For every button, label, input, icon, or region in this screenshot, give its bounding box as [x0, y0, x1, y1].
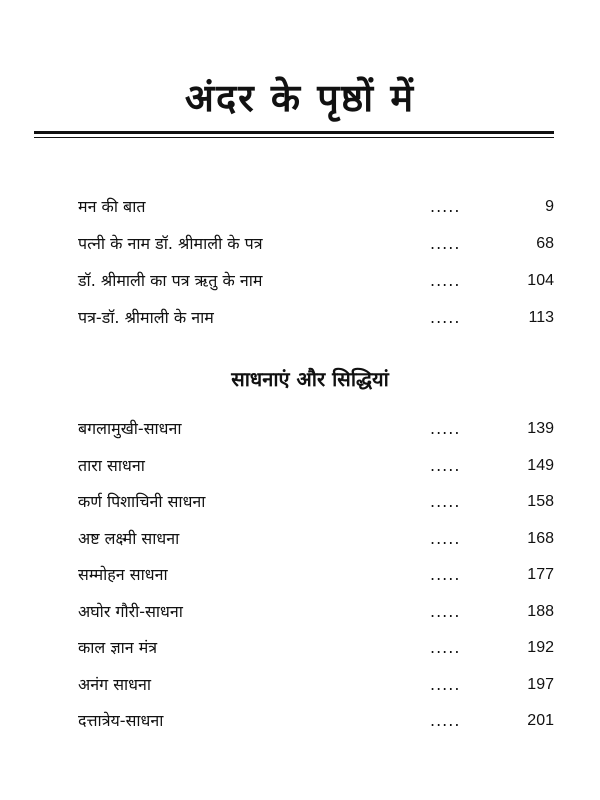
toc-page-number: 104 [527, 272, 554, 289]
toc-leader-dots: ..... [430, 271, 461, 290]
toc-entry-label: दत्तात्रेय-साधना [78, 711, 164, 730]
toc-page-number: 149 [527, 456, 554, 474]
toc-leader-dots: ..... [430, 674, 461, 694]
toc-page-number: 68 [536, 235, 554, 252]
toc-page-number: 158 [527, 493, 554, 510]
toc-row [0, 595, 600, 629]
section-heading: साधनाएं और सिद्धियां [231, 367, 389, 391]
toc-row [0, 190, 600, 224]
toc-leader-dots: ..... [430, 197, 461, 216]
toc-leader-dots: ..... [430, 492, 461, 511]
toc-row [0, 301, 600, 335]
toc-entry-label: अनंग साधना [78, 674, 152, 694]
toc-page-number: 177 [527, 566, 554, 583]
toc-row [0, 449, 600, 483]
toc-entry-label: सम्मोहन साधना [78, 565, 168, 584]
toc-row [0, 631, 600, 665]
toc-leader-dots: ..... [430, 711, 461, 730]
page-title: अंदर के पृष्ठों में [184, 76, 416, 120]
toc-leader-dots: ..... [430, 638, 461, 657]
toc-row [0, 704, 600, 738]
toc-entry-label: बगलामुखी-साधना [78, 419, 182, 438]
toc-page-number: 197 [527, 675, 554, 693]
toc-page-number: 168 [527, 529, 554, 547]
toc-leader-dots: ..... [430, 234, 461, 253]
toc-leader-dots: ..... [430, 528, 461, 548]
toc-row [0, 522, 600, 556]
toc-leader-dots: ..... [430, 419, 461, 438]
toc-row [0, 485, 600, 519]
toc-entry-label: मन की बात [78, 197, 146, 216]
toc-row [0, 668, 600, 702]
toc-leader-dots: ..... [430, 565, 461, 584]
toc-page-number: 139 [527, 420, 554, 437]
toc-row [0, 227, 600, 261]
toc-page-number: 192 [527, 639, 554, 656]
toc-leader-dots: ..... [430, 308, 461, 327]
title-rule-thick [34, 131, 554, 134]
title-rule-thin [34, 137, 554, 138]
toc-entry-label: अघोर गौरी-साधना [78, 601, 183, 621]
toc-row [0, 264, 600, 298]
toc-entry-label: पत्नी के नाम डॉ. श्रीमाली के पत्र [78, 234, 263, 253]
toc-page-number: 188 [527, 602, 554, 620]
toc-entry-label: तारा साधना [78, 455, 145, 475]
toc-entry-label: डॉ. श्रीमाली का पत्र ऋतु के नाम [78, 271, 263, 290]
toc-page-number: 201 [527, 712, 554, 729]
toc-row [0, 412, 600, 446]
toc-entry-label: अष्ट लक्ष्मी साधना [78, 528, 180, 548]
toc-page-number: 113 [528, 309, 554, 326]
toc-page-number: 9 [545, 198, 554, 215]
toc-leader-dots: ..... [430, 455, 461, 475]
toc-entry-label: कर्ण पिशाचिनी साधना [78, 492, 206, 511]
toc-entry-label: काल ज्ञान मंत्र [78, 638, 158, 657]
toc-entry-label: पत्र-डॉ. श्रीमाली के नाम [78, 308, 214, 327]
toc-leader-dots: ..... [430, 601, 461, 621]
toc-row [0, 558, 600, 592]
